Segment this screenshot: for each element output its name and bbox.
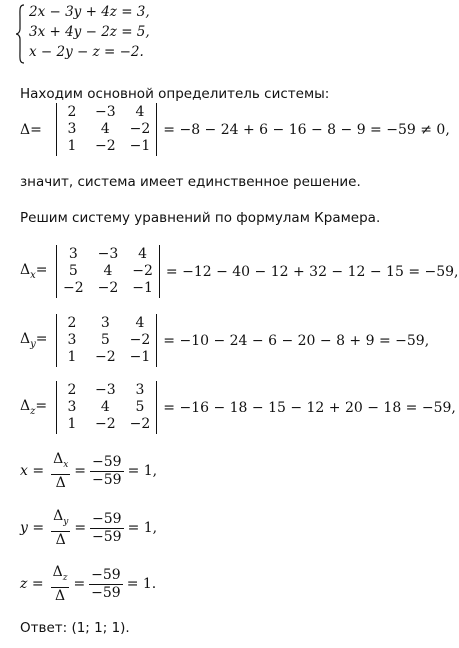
matrix-cell: −2: [95, 416, 116, 432]
matrix-cell: 4: [135, 315, 145, 331]
fraction-value-y: $\frac{-59}{-59}$: [92, 510, 122, 545]
fraction-value-z: $\frac{-59}{-59}$: [91, 566, 121, 601]
det-x-row: [20, 245, 459, 298]
main-det-row: [20, 103, 450, 156]
solution-z: z = $\frac{\Delta_z}{\Delta}$ = $\frac{-59}{-59}$ = 1.: [20, 564, 157, 604]
matrix-cell: 1: [67, 349, 77, 365]
solution-y: y = $\frac{\Delta_y}{\Delta}$ = $\frac{-59}{-59}$ = 1,: [20, 508, 158, 548]
delta-z-symbol: $\Delta_z=$: [20, 398, 48, 417]
matrix-cell: 3: [68, 246, 78, 262]
matrix-cell: 4: [103, 263, 113, 279]
matrix-cell: 5: [100, 332, 110, 348]
fraction-delta-z: $\frac{\Delta_z}{\Delta}$: [52, 564, 68, 604]
matrix-cell: −2: [132, 263, 153, 279]
matrix-cell: 2: [67, 104, 77, 120]
matrix-cell: 4: [138, 246, 148, 262]
matrix-cell: −3: [97, 246, 119, 262]
delta-y-symbol: $\Delta_y=$: [20, 331, 48, 350]
matrix-cell: 5: [68, 263, 78, 279]
conclusion-text: значит, система имеет единственное решение.: [20, 174, 361, 190]
matrix-cell: −2: [129, 332, 151, 348]
matrix-cell: 3: [67, 332, 77, 348]
matrix-cell: 2: [67, 382, 77, 398]
matrix-cell: 3: [100, 315, 110, 331]
delta-x-symbol: $\Delta_x=$: [20, 262, 48, 281]
main-det-matrix: [56, 103, 157, 156]
system-brace: [15, 4, 25, 64]
det-z-matrix: [56, 381, 157, 434]
det-z-row: [20, 381, 456, 434]
matrix-cell: 5: [135, 399, 145, 415]
matrix-cell: 3: [67, 121, 77, 137]
equation-3: x − 2y − z = −2.: [29, 44, 144, 60]
fraction-value-x: $\frac{-59}{-59}$: [92, 453, 122, 488]
main-det-expression: = −8 − 24 + 6 − 16 − 8 − 9 = −59 ≠ 0,: [163, 121, 450, 138]
matrix-cell: 2: [67, 315, 77, 331]
matrix-cell: −2: [129, 416, 151, 432]
solution-x: x = $\frac{\Delta_x}{\Delta}$ = $\frac{-59}{-59}$ = 1,: [20, 451, 158, 491]
matrix-cell: 1: [67, 416, 77, 432]
equation-2: 3x + 4y − 2z = 5,: [29, 24, 150, 40]
matrix-cell: 3: [67, 399, 77, 415]
matrix-cell: −1: [129, 349, 151, 365]
delta-symbol: Δ=: [20, 121, 42, 138]
matrix-cell: 4: [135, 104, 145, 120]
det-y-row: [20, 314, 429, 367]
det-x-expression: = −12 − 40 − 12 + 32 − 12 − 15 = −59,: [165, 263, 459, 280]
matrix-cell: −2: [95, 138, 116, 154]
matrix-cell: 1: [67, 138, 77, 154]
matrix-cell: 4: [100, 399, 110, 415]
matrix-cell: −3: [95, 104, 116, 120]
fraction-delta-x: $\frac{\Delta_x}{\Delta}$: [53, 451, 69, 491]
det-y-expression: = −10 − 24 − 6 − 20 − 8 + 9 = −59,: [163, 332, 430, 349]
matrix-cell: −1: [129, 138, 151, 154]
matrix-cell: −2: [95, 349, 116, 365]
det-y-matrix: [56, 314, 157, 367]
answer-text: Ответ: (1; 1; 1).: [20, 620, 130, 636]
matrix-cell: 4: [100, 121, 110, 137]
matrix-cell: −2: [129, 121, 151, 137]
det-z-expression: = −16 − 18 − 15 − 12 + 20 − 18 = −59,: [163, 399, 456, 416]
matrix-cell: −1: [132, 280, 153, 296]
det-x-matrix: [56, 245, 160, 298]
equation-1: 2x − 3y + 4z = 3,: [29, 4, 150, 20]
fraction-delta-y: $\frac{\Delta_y}{\Delta}$: [53, 508, 69, 548]
method-text: Решим систему уравнений по формулам Крамера.: [20, 210, 381, 226]
matrix-cell: 3: [135, 382, 145, 398]
matrix-cell: −2: [63, 280, 84, 296]
matrix-cell: −2: [97, 280, 119, 296]
main-det-intro: Находим основной определитель системы:: [20, 86, 330, 102]
matrix-cell: −3: [95, 382, 116, 398]
